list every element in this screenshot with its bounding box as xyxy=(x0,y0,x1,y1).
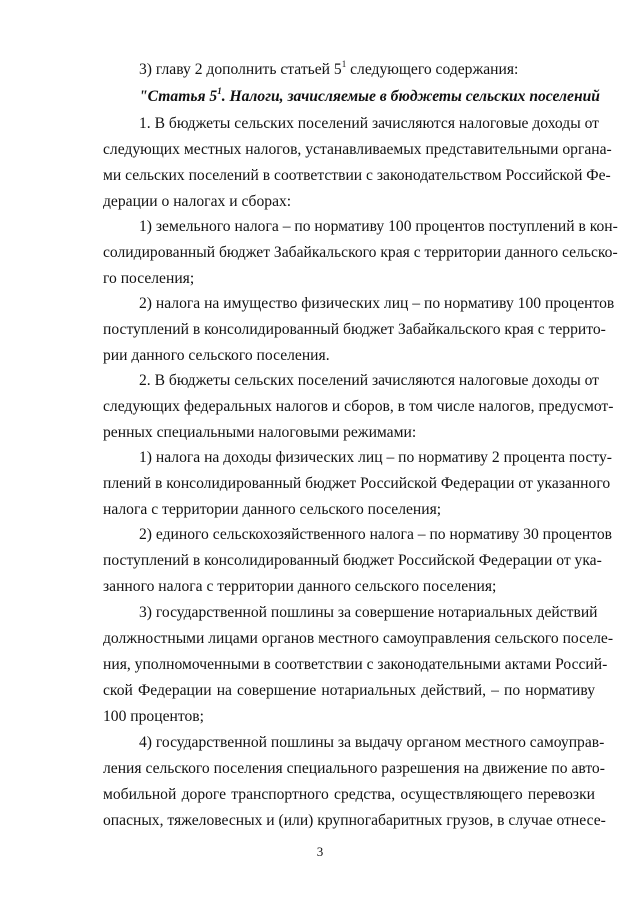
article-heading xyxy=(139,84,600,110)
text-line: 4) государственной пошлины за выдачу органом местного самоуправ- xyxy=(139,734,605,751)
text-line: дерации о налогах и сборах: xyxy=(103,193,292,210)
intro-text: 3) главу 2 дополнить статьей 5 xyxy=(139,61,342,78)
text-line: ления сельского поселения специального разрешения на движение по авто- xyxy=(103,760,605,777)
text-line: 3) государственной пошлины за совершение нотариальных действий xyxy=(139,604,598,621)
heading-superscript: 1 xyxy=(217,86,222,96)
text-line: ренных специальными налоговыми режимами: xyxy=(103,424,417,441)
text-line: солидированный бюджет Забайкальского края с территории данного сельско- xyxy=(103,244,618,261)
text-line: поступлений в консолидированный бюджет Забайкальского края с террито- xyxy=(103,321,606,338)
text-line: ми сельских поселений в соответствии с законодательством Российской Фе- xyxy=(103,167,611,184)
text-line: опасных, тяжеловесных и (или) крупногабаритных грузов, в случае отнесе- xyxy=(103,812,606,829)
text-line: 1) налога на доходы физических лиц – по нормативу 2 процента посту- xyxy=(139,449,612,466)
text-line: следующих федеральных налогов и сборов, в том числе налогов, предусмот- xyxy=(103,398,614,415)
intro-superscript: 1 xyxy=(341,59,347,69)
text-line: поступлений в консолидированный бюджет Российской Федерации от ука- xyxy=(103,552,602,569)
text-line: мобильной дороге транспортного средства, осуществляющего перевозки xyxy=(103,786,595,803)
text-line: го поселения; xyxy=(103,270,195,287)
text-line: 1. В бюджеты сельских поселений зачисляются налоговые доходы от xyxy=(139,115,599,132)
text-line: ния, уполномоченными в соответствии с законодательными актами Россий- xyxy=(103,656,608,673)
text-line: рии данного сельского поселения. xyxy=(103,347,330,364)
page-number: 3 xyxy=(316,844,324,859)
text-line: 2. В бюджеты сельских поселений зачисляются налоговые доходы от xyxy=(139,372,599,389)
intro-line xyxy=(139,57,595,83)
text-line: занного налога с территории данного сельского поселения; xyxy=(103,578,497,595)
text-line: плений в консолидированный бюджет Российской Федерации от указанного xyxy=(103,475,611,492)
heading-text: "Статья 5 xyxy=(139,88,218,105)
text-line: налога с территории данного сельского поселения; xyxy=(103,501,442,518)
text-line: ской Федерации на совершение нотариальных действий, – по нормативу xyxy=(103,682,595,699)
text-line: 2) налога на имущество физических лиц – по нормативу 100 процентов xyxy=(139,295,615,312)
text-line: 100 процентов; xyxy=(103,708,204,725)
intro-text-end: следующего содержания: xyxy=(346,61,519,78)
text-line: 2) единого сельскохозяйственного налога – по нормативу 30 процентов xyxy=(139,526,612,543)
text-line: 1) земельного налога – по нормативу 100 процентов поступлений в кон- xyxy=(139,218,618,235)
heading-text-end: . Налоги, зачисляемые в бюджеты сельских поселений xyxy=(221,88,600,105)
text-line: следующих местных налогов, устанавливаемых представительными органа- xyxy=(103,141,612,158)
text-line: должностными лицами органов местного самоуправления сельского поселе- xyxy=(103,630,614,647)
